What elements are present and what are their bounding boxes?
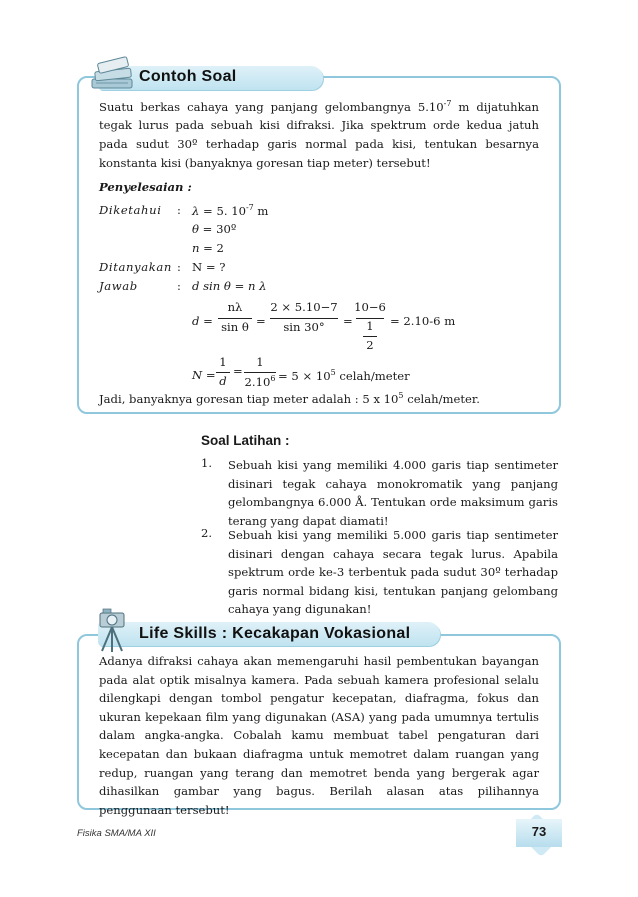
book-footer: Fisika SMA/MA XII	[77, 828, 156, 839]
step1-f1-den: sin θ	[221, 320, 249, 334]
latihan-item-2-text: Sebuah kisi yang memiliki 5.000 garis tiap sentimeter disinari dengan cahaya secara tegak lurus. Apabila spektrum orde ke-3 terbentuk pada sudut 30º terhadap garis normal bidang kisi, tentukan panjang gelombang cahaya yang digunakan!	[228, 528, 558, 617]
life-skills-text: Adanya difraksi cahaya akan memengaruhi hasil pembentukan bayangan pada alat optik misalnya kamera. Pada sebuah kamera profesional selalu dilengkapi dengan tombol pengatur kecepatan, diafragma, fokus dan ukuran kepekaan film yang digunakan (ASA) yang pada umumnya tertulis dalam angka-angka. Cobalah kamu membuat tabel pengaturan dari kecepatan dan bukaan diafragma untuk memotret dalam ruangan yang redup, ruangan yang terang dan memotret benda yang bergerak agar dihasilkan gambar yang bagus. Berilah alasan atas pilihannya penggunaan tersebut!	[99, 654, 539, 817]
step1-f3-den-num: 1	[366, 319, 374, 333]
step2-f1-bar	[216, 372, 230, 373]
known-n: n = 2	[192, 241, 224, 255]
step1-f2-num: 2 × 5.10−7	[270, 300, 338, 314]
step1-result: = 2.10-6 m	[390, 314, 456, 328]
diketahui-colon: :	[177, 203, 181, 217]
ditanyakan-label: Ditanyakan	[99, 260, 172, 274]
latihan-item-1-num: 1.	[201, 456, 213, 470]
formula: d sin θ = n λ	[192, 279, 267, 293]
asked-value: N = ?	[192, 260, 226, 274]
diketahui-label: Diketahui	[99, 203, 162, 217]
exponent: -7	[443, 99, 452, 108]
step2-f2-num: 1	[256, 355, 264, 369]
book-stack-icon	[86, 55, 138, 95]
step2-lhs: N =	[192, 368, 216, 382]
step2-result: = $5 \times 10^5$ celah/meter	[278, 368, 410, 383]
latihan-item-2-num: 2.	[201, 526, 213, 540]
latihan-title: Soal Latihan :	[201, 433, 290, 448]
conclusion: Jadi, banyaknya goresan tiap meter adalah : 5 x $10^5$ celah/meter.	[99, 391, 480, 406]
step1-f3-inner-bar	[363, 336, 377, 337]
jawab-label: Jawab	[99, 279, 138, 293]
known-lambda: λ = 5. $10^{-7}$ m	[192, 203, 269, 218]
ditanyakan-colon: :	[177, 260, 181, 274]
step1-f2-den: sin 30°	[283, 320, 325, 334]
contoh-soal-title: Contoh Soal	[139, 68, 237, 85]
life-skills-title: Life Skills : Kecakapan Vokasional	[139, 625, 411, 642]
latihan-item-1-text: Sebuah kisi yang memiliki 4.000 garis tiap sentimeter disinari tegak cahaya monokromatik yang panjang gelombangnya 6.000 Å. Tentukan orde maksimum garis terang yang dapat diamati!	[228, 458, 558, 528]
step1-f1-num: nλ	[227, 300, 243, 314]
step1-f2-bar	[270, 318, 338, 319]
step1-lhs: d =	[192, 314, 213, 328]
problem-text	[99, 95, 539, 172]
problem-text-body: Suatu berkas cahaya yang panjang gelombangnya $5.10^{-7}$ m dijatuhkan tegak lurus pada sebuah kisi difraksi. Jika spektrum orde kedua jatuh pada sudut 30º terhadap garis normal pada kisi, tentukan besarnya konstanta kisi (banyaknya goresan tiap meter) tersebut!	[99, 99, 540, 170]
step2-f1-den: d	[219, 374, 227, 388]
step2-f2-den: 2.10$^6$	[244, 374, 276, 389]
step1-f1-bar	[218, 318, 252, 319]
known-theta: θ = 30º	[192, 222, 237, 236]
step1-eq1: =	[256, 314, 266, 328]
step2-eq: =	[233, 364, 243, 378]
step2-f1-num: 1	[219, 355, 227, 369]
step1-f3-den-den: 2	[366, 338, 374, 352]
page-number: 73	[531, 824, 547, 839]
step1-eq2: =	[343, 314, 353, 328]
jawab-colon: :	[177, 279, 181, 293]
page-number-badge	[516, 817, 562, 853]
solution-label: Penyelesaian :	[99, 180, 192, 194]
step1-f3-num: 10−6	[354, 300, 386, 314]
camera-tripod-icon	[90, 605, 136, 655]
step2-f2-bar	[244, 372, 276, 373]
